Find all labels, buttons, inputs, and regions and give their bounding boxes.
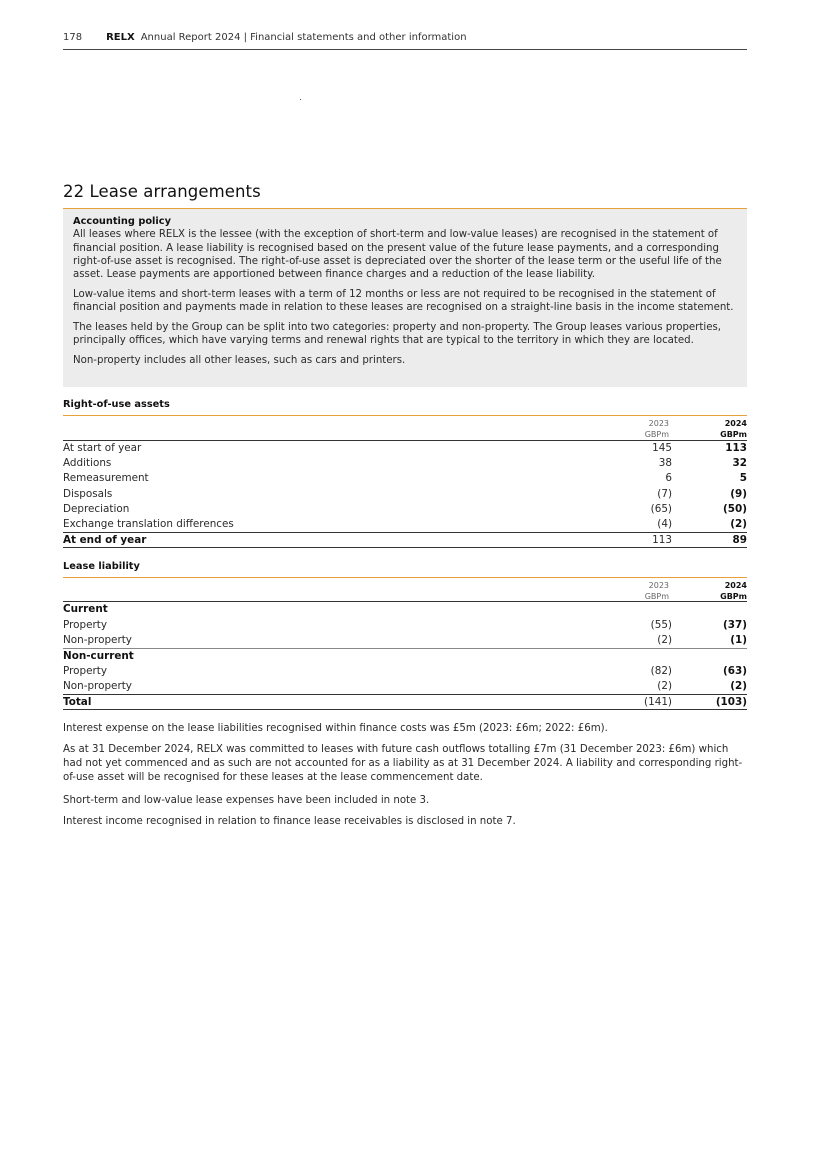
section-title: 22 Lease arrangements <box>63 182 261 201</box>
col-unit: GBPm <box>720 430 747 439</box>
report-title: Annual Report 2024 | Financial statements and other information <box>140 32 467 43</box>
ll-bottom-rule <box>63 709 747 710</box>
row-label: Current <box>63 603 108 615</box>
col-year: 2023 <box>648 581 669 590</box>
row-label: At end of year <box>63 534 147 546</box>
ll-col-2023 <box>645 580 669 602</box>
value-2023: (7) <box>657 488 672 500</box>
rou-table-top-rule <box>63 415 747 416</box>
value-2023: 38 <box>658 457 672 469</box>
brand-name: RELX <box>106 32 135 43</box>
value-2024: 89 <box>732 534 747 546</box>
policy-heading: Accounting policy <box>73 216 171 227</box>
value-2024: (1) <box>730 634 747 646</box>
note-paragraph: Short-term and low-value lease expenses have been included in note 3. <box>63 795 430 806</box>
value-2023: (65) <box>650 503 672 515</box>
row-label: Non-property <box>63 680 132 692</box>
value-2024: (2) <box>730 518 747 530</box>
rou-col-2024 <box>720 418 747 440</box>
note-paragraph: Interest expense on the lease liabilities recognised within finance costs was £5m (2023: £6m; 2022: £6m). <box>63 723 608 734</box>
row-label: Property <box>63 665 107 677</box>
value-2024: (2) <box>730 680 747 692</box>
row-label: Depreciation <box>63 503 130 515</box>
value-2024: (9) <box>730 488 747 500</box>
ll-table-top-rule <box>63 577 747 578</box>
value-2024: 5 <box>739 472 747 484</box>
rou-col-2023 <box>645 418 669 440</box>
table-row <box>63 502 747 517</box>
row-label: Non-current <box>63 650 134 662</box>
table-row <box>63 618 747 633</box>
value-2024: 113 <box>725 442 747 454</box>
table-row-total <box>63 533 747 548</box>
value-2023: (4) <box>657 518 672 530</box>
value-2023: (2) <box>657 634 672 646</box>
value-2023: (141) <box>644 696 672 708</box>
col-unit: GBPm <box>644 592 669 601</box>
ll-table-title: Lease liability <box>63 561 140 572</box>
value-2023: 113 <box>652 534 672 546</box>
table-row <box>63 517 747 532</box>
value-2023: (2) <box>657 680 672 692</box>
row-label: Exchange translation differences <box>63 518 234 530</box>
row-label: Disposals <box>63 488 113 500</box>
table-row <box>63 441 747 456</box>
note-paragraph: Interest income recognised in relation to finance lease receivables is disclosed in note 7. <box>63 816 516 827</box>
table-row <box>63 664 747 679</box>
value-2024: (50) <box>723 503 747 515</box>
policy-paragraph: Low-value items and short-term leases with a term of 12 months or less are not required to be recognised in the statement of financial position and payments made in relation to these leases are recognised on a straight-line basis in the income statement. <box>73 288 734 314</box>
page-number: 178 <box>63 32 83 43</box>
table-row <box>63 471 747 486</box>
accounting-policy-box <box>63 208 747 387</box>
value-2023: (82) <box>650 665 672 677</box>
value-2024: (103) <box>715 696 747 708</box>
table-row <box>63 633 747 648</box>
stray-dot <box>300 99 301 100</box>
policy-paragraph: Non-property includes all other leases, such as cars and printers. <box>73 355 406 367</box>
row-label: Non-property <box>63 634 132 646</box>
ll-col-2024 <box>720 580 747 602</box>
value-2024: 32 <box>732 457 747 469</box>
table-subheading <box>63 649 747 664</box>
row-label: Property <box>63 619 107 631</box>
note-paragraph: As at 31 December 2024, RELX was committed to leases with future cash outflows totalling £7m (31 December 2023: £6m) which had not yet commenced and as such are not accounted for as a liability as at 31 December 2024. A liability and corresponding right-of-use asset will be recognised for these leases at the lease commencement date. <box>63 744 743 783</box>
col-year: 2023 <box>648 419 669 428</box>
table-row-total <box>63 695 747 710</box>
table-row <box>63 679 747 694</box>
col-year: 2024 <box>724 419 747 428</box>
col-unit: GBPm <box>720 592 747 601</box>
page-header <box>63 31 747 50</box>
value-2024: (37) <box>723 619 747 631</box>
row-label: Additions <box>63 457 112 469</box>
value-2024: (63) <box>723 665 747 677</box>
value-2023: (55) <box>650 619 672 631</box>
row-label: Remeasurement <box>63 472 149 484</box>
table-subheading <box>63 602 747 617</box>
policy-paragraph: The leases held by the Group can be split into two categories: property and non-property. The Group leases various properties, principally offices, which have varying terms and renewal rights that are typical to the territory in which they are located. <box>73 322 722 347</box>
row-label: Total <box>63 696 92 708</box>
col-unit: GBPm <box>644 430 669 439</box>
value-2023: 145 <box>652 442 672 454</box>
rou-bottom-rule <box>63 547 747 548</box>
row-label: At start of year <box>63 442 142 454</box>
rou-table-title: Right-of-use assets <box>63 399 170 410</box>
policy-paragraph: All leases where RELX is the lessee (with the exception of short-term and low-value leases) are recognised in the statement of financial position. A lease liability is recognised based on the present value of the future lease payments, and a corresponding right-of-use asset is recognised. The right-of-use asset is depreciated over the shorter of the lease term or the useful life of the asset. Lease payments are apportioned between finance charges and a reduction of the lease liability. <box>73 229 722 281</box>
value-2023: 6 <box>665 472 672 484</box>
table-row <box>63 456 747 471</box>
col-year: 2024 <box>724 581 747 590</box>
table-row <box>63 487 747 502</box>
